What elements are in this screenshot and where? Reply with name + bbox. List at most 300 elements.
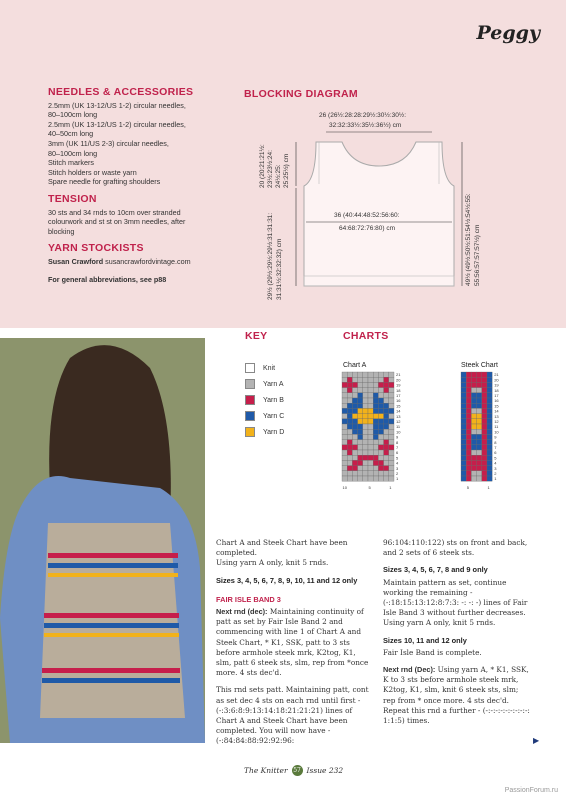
chart-a-cell (358, 414, 363, 419)
chart-a-cell (352, 471, 357, 476)
chart-a-cell (368, 424, 373, 429)
chart-a-cell (358, 419, 363, 424)
chart-a-cell (378, 372, 383, 377)
steek-chart-cell (461, 377, 466, 382)
chart-a-row-number: 8 (396, 439, 399, 445)
steek-col-label: 1 (487, 485, 490, 491)
steek-row-number: 6 (494, 450, 497, 456)
chart-a-cell (363, 460, 368, 465)
steek-chart-cell (461, 455, 466, 460)
watermark: PassionForum.ru (504, 787, 558, 794)
steek-chart-cell (471, 408, 476, 413)
chart-a-cell (378, 429, 383, 434)
chart-a-cell (384, 450, 389, 455)
chart-a-cell (352, 476, 357, 481)
chart-a-row-number: 5 (396, 455, 399, 461)
chart-a-cell (358, 372, 363, 377)
steek-chart-cell (482, 450, 487, 455)
steek-chart-cell (477, 403, 482, 408)
steek-chart-cell (482, 429, 487, 434)
blocking-diagram (244, 100, 484, 325)
chart-a-cell (342, 419, 347, 424)
steek-chart-cell (487, 460, 492, 465)
steek-row-number: 7 (494, 445, 497, 450)
steek-chart-cell (477, 424, 482, 429)
steek-chart-cell (477, 471, 482, 476)
chart-a-cell (373, 414, 378, 419)
chart-a-cell (342, 424, 347, 429)
chart-a-cell (363, 388, 368, 393)
chart-a-cell (389, 455, 394, 460)
chart-a-cell (368, 414, 373, 419)
chart-a-cell (384, 466, 389, 471)
chart-a-cell (358, 377, 363, 382)
steek-chart-cell (461, 408, 466, 413)
steek-chart-cell (477, 393, 482, 398)
chart-a-cell (389, 466, 394, 471)
steek-row-number: 5 (494, 455, 497, 461)
chart-a-cell (342, 466, 347, 471)
steek-chart-cell (482, 403, 487, 408)
chart-a-cell (384, 393, 389, 398)
chart-a-cell (347, 434, 352, 439)
chart-a-row-number: 17 (396, 393, 401, 398)
chart-a-cell (352, 419, 357, 424)
text-para: This rnd sets patt. Maintaining patt, cont as set dec 4 sts on each rnd until first - (-:3:6:8:9:13:14:18:21:21:21) lines of Chart A and Steek Chart have been completed. You will now have - (-:84:84:88:92:92:96: (216, 685, 369, 746)
chart-a-cell (352, 424, 357, 429)
chart-a-cell (363, 445, 368, 450)
steek-chart-cell (461, 393, 466, 398)
chart-a-cell (363, 382, 368, 387)
chart-a-cell (352, 429, 357, 434)
chart-a-cell (342, 403, 347, 408)
steek-chart-cell (487, 434, 492, 439)
chart-a-cell (378, 388, 383, 393)
steek-row-number: 21 (494, 372, 499, 378)
stockist-site[interactable]: susancrawfordvintage.com (105, 256, 191, 266)
chart-a-col-label: 5 (368, 485, 371, 491)
body-width-dim-2: 64:68:72:76:80) cm (339, 225, 396, 232)
steek-chart-cell (466, 419, 471, 424)
steek-chart-cell (466, 445, 471, 450)
chart-a-cell (363, 403, 368, 408)
steek-chart-cell (471, 403, 476, 408)
steek-chart-cell (487, 445, 492, 450)
chart-a-cell (358, 398, 363, 403)
chart-a-label: Chart A (343, 362, 367, 369)
chart-a-cell (389, 434, 394, 439)
chart-a-cell (342, 434, 347, 439)
steek-chart-cell (471, 419, 476, 424)
chart-a-cell (352, 408, 357, 413)
chart-a-cell (384, 440, 389, 445)
steek-chart-cell (466, 440, 471, 445)
chart-a-cell (368, 377, 373, 382)
chart-a-cell (384, 408, 389, 413)
steek-chart-cell (466, 455, 471, 460)
chart-a-cell (368, 455, 373, 460)
text-para: Maintaining continuity of patt as set by Fair Isle Band 2 and commencing with line 1 of Chart A and Steek Chart, * K1, SSK, patt to 3 sts before armhole steek mrk, K2tog, K1, slm, patt 6 steek sts, slm, rep from *once more. 4 sts dec'd. (216, 607, 369, 678)
steek-chart-cell (471, 466, 476, 471)
chart-a-cell (378, 377, 383, 382)
key-item (245, 392, 284, 408)
steek-chart-cell (466, 460, 471, 465)
chart-a-cell (389, 419, 394, 424)
steek-chart-cell (487, 476, 492, 481)
chart-a-cell (378, 445, 383, 450)
text-para: Repeat this rnd a further - (-:-:-:-:-:-:-:-:-: 1:1:5) times. (383, 705, 530, 726)
chart-a-cell (342, 377, 347, 382)
steek-chart-cell (477, 429, 482, 434)
text-para: 96:104:110:122) sts on front and back, and 2 sets of 6 steek sts. (383, 538, 528, 558)
chart-a-cell (347, 460, 352, 465)
steek-chart-cell (487, 466, 492, 471)
chart-a-cell (378, 403, 383, 408)
chart-a-cell (384, 377, 389, 382)
steek-chart-cell (482, 440, 487, 445)
chart-a-cell (358, 455, 363, 460)
chart-a-cell (384, 382, 389, 387)
swatch-yarn-d (245, 427, 255, 437)
fair-isle-band-heading: FAIR ISLE BAND 3 (216, 594, 281, 604)
chart-a-row-number: 14 (396, 408, 401, 414)
steek-chart-cell (471, 382, 476, 387)
swatch-yarn-b (245, 395, 255, 405)
chart-a-cell (352, 434, 357, 439)
needles-line: 2.5mm (UK 13-12/US 1-2) circular needles, (48, 119, 186, 129)
chart-a-cell (342, 450, 347, 455)
key-heading: KEY (245, 330, 268, 342)
chart-a-cell (358, 440, 363, 445)
chart-a-cell (373, 408, 378, 413)
chart-a-cell (352, 445, 357, 450)
chart-a-cell (368, 419, 373, 424)
chart-a-cell (342, 429, 347, 434)
chart-a-cell (378, 419, 383, 424)
chart-a-row-number: 4 (396, 460, 399, 466)
needles-heading: NEEDLES & ACCESSORIES (48, 86, 194, 98)
chart-a-cell (378, 455, 383, 460)
top-width-dim-2: 32:32:33½:35½:36½) cm (329, 122, 402, 129)
steek-chart-cell (477, 445, 482, 450)
steek-col-label: 5 (466, 485, 469, 491)
chart-a-cell (389, 429, 394, 434)
chart-a-cell (363, 377, 368, 382)
chart-a-cell (384, 429, 389, 434)
steek-chart-cell (461, 419, 466, 424)
steek-chart-cell (482, 460, 487, 465)
needles-line: 80–100cm long (48, 110, 98, 120)
steek-chart-cell (471, 471, 476, 476)
chart-a-cell (347, 419, 352, 424)
knitting-charts (330, 368, 520, 508)
steek-chart-cell (461, 466, 466, 471)
chart-a-cell (352, 455, 357, 460)
swatch-knit (245, 363, 255, 373)
text-para: Using yarn A, * K1, SSK, K to 3 sts before armhole steek mrk, K2tog, K1, slm, knit 6 steek sts, slm; rep from * once more. 4 sts dec'd. (383, 665, 529, 705)
steek-chart-cell (471, 455, 476, 460)
steek-chart-cell (461, 471, 466, 476)
steek-chart-cell (477, 398, 482, 403)
yarn-section (48, 244, 228, 284)
steek-row-number: 14 (494, 408, 499, 414)
chart-a-row-number: 7 (396, 445, 399, 450)
chart-a-row-number: 20 (396, 377, 401, 383)
chart-a-cell (389, 372, 394, 377)
steek-chart-cell (477, 419, 482, 424)
chart-a-cell (342, 414, 347, 419)
chart-a-cell (384, 424, 389, 429)
chart-a-cell (389, 445, 394, 450)
steek-row-number: 20 (494, 377, 499, 383)
chart-a-cell (378, 414, 383, 419)
chart-a-cell (342, 372, 347, 377)
chart-a-cell (352, 414, 357, 419)
chart-a-col-label: 10 (342, 485, 347, 491)
steek-chart-cell (487, 450, 492, 455)
chart-a-cell (384, 455, 389, 460)
swatch-yarn-a (245, 379, 255, 389)
text-para: Using yarn A only, knit 5 rnds. (216, 558, 329, 568)
steek-chart-cell (477, 476, 482, 481)
chart-a-cell (358, 445, 363, 450)
steek-chart-label: Steek Chart (461, 362, 498, 369)
lower-body-dim-2: 31:31½:32:32:32) cm (276, 238, 283, 300)
chart-a-col-label: 1 (389, 485, 392, 491)
chart-a-cell (389, 450, 394, 455)
steek-chart-cell (487, 429, 492, 434)
chart-a-row-number: 13 (396, 413, 401, 419)
chart-a-cell (358, 460, 363, 465)
text-para: Fair Isle Band is complete. (383, 647, 482, 657)
steek-row-number: 16 (494, 398, 499, 404)
chart-a-cell (373, 434, 378, 439)
chart-a-cell (347, 403, 352, 408)
chart-a-cell (389, 403, 394, 408)
chart-a-cell (342, 398, 347, 403)
steek-chart-cell (466, 424, 471, 429)
steek-chart-cell (482, 424, 487, 429)
chart-a-cell (389, 398, 394, 403)
chart-a-cell (373, 455, 378, 460)
chart-a-cell (347, 450, 352, 455)
length-dim-1: 49½ (49½:50½:51:54½:54½:55: (465, 193, 472, 286)
steek-chart-cell (477, 455, 482, 460)
steek-chart-cell (471, 460, 476, 465)
chart-a-cell (352, 382, 357, 387)
chart-a-cell (384, 403, 389, 408)
chart-a-cell (368, 450, 373, 455)
steek-chart-cell (461, 398, 466, 403)
chart-a-cell (352, 403, 357, 408)
chart-a-cell (342, 393, 347, 398)
chart-a-cell (373, 476, 378, 481)
text-para: Chart A and Steek Chart have been completed. (216, 538, 348, 558)
chart-a-cell (378, 393, 383, 398)
next-rnd-label: Next rnd (dec): (216, 607, 268, 617)
chart-a-cell (368, 382, 373, 387)
needles-line: 3mm (UK 11/US 2-3) circular needles, (48, 138, 169, 148)
steek-chart-cell (471, 440, 476, 445)
chart-a-cell (368, 388, 373, 393)
steek-chart-cell (466, 414, 471, 419)
chart-a-cell (373, 424, 378, 429)
chart-a-cell (352, 440, 357, 445)
steek-chart-cell (477, 466, 482, 471)
chart-a-cell (363, 455, 368, 460)
chart-a-cell (347, 414, 352, 419)
chart-a-cell (352, 398, 357, 403)
steek-chart-cell (487, 440, 492, 445)
steek-chart-cell (487, 403, 492, 408)
chart-a-cell (358, 408, 363, 413)
steek-row-number: 11 (494, 424, 499, 430)
body-width-dim-1: 36 (40:44:48:52:56:60: (334, 212, 400, 219)
chart-a-cell (358, 471, 363, 476)
steek-chart-cell (471, 393, 476, 398)
steek-chart-cell (471, 398, 476, 403)
tension-line: blocking (48, 226, 75, 236)
needles-line: Spare needle for grafting shoulders (48, 177, 161, 187)
chart-a-cell (358, 382, 363, 387)
chart-a-cell (373, 393, 378, 398)
size-heading: Sizes 3, 4, 5, 6, 7, 8 and 9 only (383, 565, 488, 575)
steek-chart-cell (461, 450, 466, 455)
chart-a-cell (342, 388, 347, 393)
chart-a-cell (363, 393, 368, 398)
chart-a-cell (373, 398, 378, 403)
steek-chart-cell (466, 388, 471, 393)
chart-a-cell (368, 403, 373, 408)
chart-a-cell (363, 429, 368, 434)
chart-a-cell (389, 460, 394, 465)
steek-chart-cell (477, 372, 482, 377)
chart-a-cell (389, 414, 394, 419)
chart-a-cell (384, 460, 389, 465)
chart-a-cell (347, 377, 352, 382)
chart-a-cell (342, 445, 347, 450)
key-legend (245, 360, 284, 440)
steek-chart-cell (461, 434, 466, 439)
chart-a-cell (378, 424, 383, 429)
steek-row-number: 2 (494, 471, 497, 476)
steek-chart-cell (487, 419, 492, 424)
steek-row-number: 13 (494, 413, 499, 419)
steek-chart-cell (487, 471, 492, 476)
chart-a-cell (363, 434, 368, 439)
chart-a-cell (363, 440, 368, 445)
charts-heading: CHARTS (343, 330, 389, 342)
tension-section (48, 192, 228, 236)
chart-a-cell (347, 388, 352, 393)
key-item (245, 424, 284, 440)
chart-a-cell (368, 408, 373, 413)
steek-chart-cell (477, 388, 482, 393)
steek-chart-cell (477, 434, 482, 439)
chart-a-cell (352, 377, 357, 382)
chart-a-cell (389, 476, 394, 481)
chart-a-cell (368, 434, 373, 439)
steek-chart-cell (482, 414, 487, 419)
steek-chart-cell (471, 434, 476, 439)
needles-line: 2.5mm (UK 13-12/US 1-2) circular needles, (48, 100, 186, 110)
abbreviations-note: For general abbreviations, see p88 (48, 274, 167, 284)
chart-a-cell (363, 471, 368, 476)
steek-chart-cell (461, 445, 466, 450)
chart-a-cell (368, 440, 373, 445)
chart-a-cell (389, 408, 394, 413)
steek-chart-cell (466, 466, 471, 471)
steek-chart-cell (487, 393, 492, 398)
chart-a-cell (358, 429, 363, 434)
chart-a-row-number: 15 (396, 403, 401, 409)
steek-row-number: 15 (494, 403, 499, 409)
chart-a-row-number: 1 (396, 476, 399, 482)
steek-chart-cell (471, 429, 476, 434)
chart-a-cell (368, 460, 373, 465)
key-label: Yarn C (263, 412, 285, 420)
chart-a-row-number: 6 (396, 450, 399, 456)
steek-chart-cell (461, 388, 466, 393)
chart-a-cell (368, 466, 373, 471)
steek-chart-cell (482, 382, 487, 387)
steek-chart-cell (482, 466, 487, 471)
size-heading: Sizes 10, 11 and 12 only (383, 635, 467, 645)
chart-a-row-number: 16 (396, 398, 401, 404)
tension-heading: TENSION (48, 192, 97, 205)
steek-chart-cell (482, 419, 487, 424)
chart-a-row-number: 3 (396, 465, 399, 471)
chart-a-cell (384, 398, 389, 403)
magazine-name: The Knitter (244, 766, 288, 775)
chart-a-cell (342, 455, 347, 460)
steek-chart-cell (487, 424, 492, 429)
chart-a-row-number: 2 (396, 471, 399, 476)
steek-chart-cell (466, 429, 471, 434)
needles-section (48, 88, 228, 187)
continue-arrow-icon: ▶ (533, 736, 540, 745)
chart-a-cell (373, 403, 378, 408)
steek-chart-cell (466, 476, 471, 481)
key-label: Yarn A (263, 380, 284, 388)
chart-a-cell (347, 398, 352, 403)
chart-a-cell (368, 445, 373, 450)
page-footer (244, 765, 343, 776)
chart-a-cell (373, 466, 378, 471)
key-item (245, 408, 284, 424)
steek-chart-cell (477, 414, 482, 419)
chart-a-cell (368, 429, 373, 434)
chart-a-cell (358, 388, 363, 393)
stockist-name: Susan Crawford (48, 256, 104, 266)
chart-a-cell (342, 471, 347, 476)
chart-a-cell (373, 471, 378, 476)
chart-a-cell (384, 471, 389, 476)
chart-a-cell (378, 471, 383, 476)
steek-chart-cell (487, 388, 492, 393)
steek-chart-cell (477, 460, 482, 465)
chart-a-cell (373, 388, 378, 393)
text-para: Using yarn A only, knit 5 rnds. (383, 618, 496, 628)
chart-a-cell (342, 460, 347, 465)
chart-a-cell (352, 388, 357, 393)
chart-a-cell (389, 440, 394, 445)
chart-a-row-number: 19 (396, 382, 401, 388)
steek-row-number: 18 (494, 387, 499, 393)
steek-chart-cell (466, 403, 471, 408)
steek-chart-cell (487, 372, 492, 377)
steek-row-number: 1 (494, 476, 497, 482)
